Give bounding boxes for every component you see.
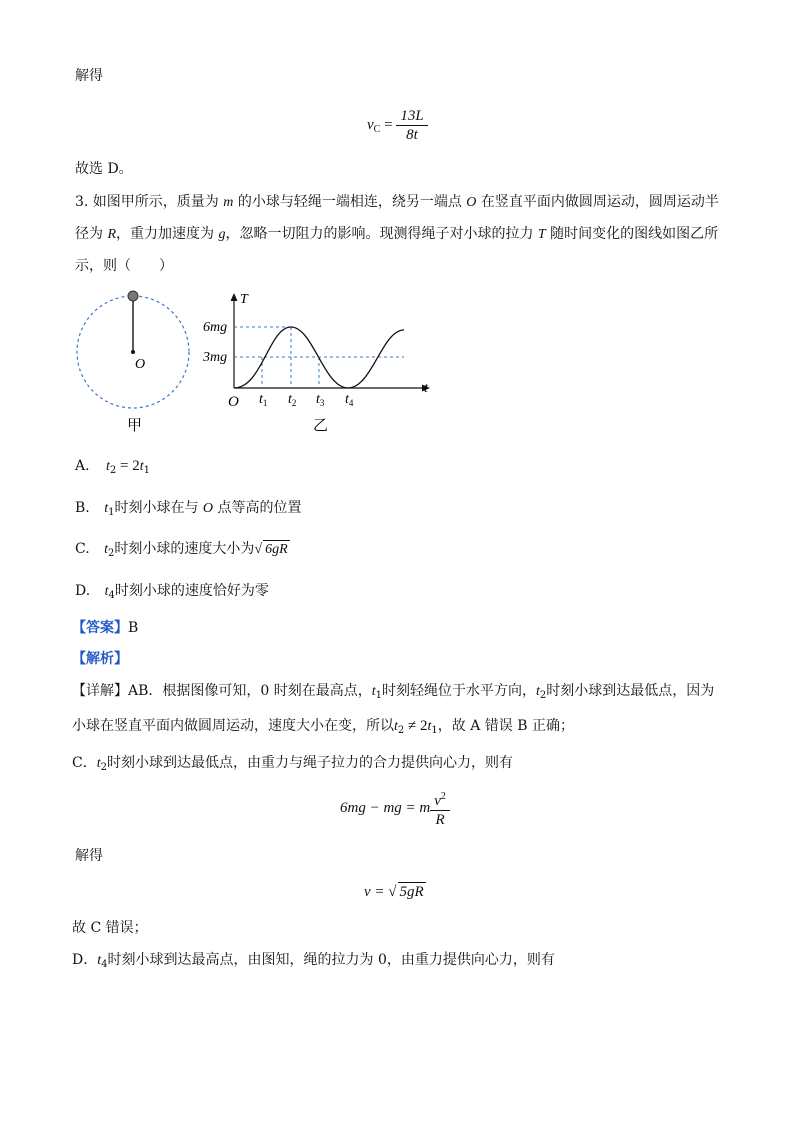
detail-line-2	[72, 716, 574, 741]
yi-tick-t3-sub: 3	[319, 398, 325, 408]
eq2-numerator	[430, 788, 450, 811]
option-d-sub: 4	[108, 590, 115, 601]
d-t: t	[97, 953, 102, 968]
option-d-label: D.	[75, 583, 91, 599]
option-c-label: C.	[75, 541, 90, 557]
eq2-sup: 2	[440, 791, 446, 803]
d-label: D．	[72, 952, 98, 968]
eq1-v: v	[367, 117, 374, 133]
q3-line-1	[75, 192, 719, 213]
detail2-t2: t	[394, 719, 398, 734]
yi-tick-t3	[316, 392, 325, 408]
q3-var-m: m	[223, 195, 234, 210]
text-jiede-2: 解得	[75, 848, 103, 864]
yi-label-T: T	[240, 292, 248, 307]
q3-text-2d: 随时间变化的图线如图乙所	[545, 226, 719, 242]
equation-vc	[367, 106, 428, 149]
option-c-radicand: 6gR	[265, 542, 288, 557]
option-a-eq: = 2	[116, 458, 140, 474]
option-c-t: t	[104, 542, 109, 557]
c-label: C．	[72, 755, 97, 771]
eq3-radicand: 5gR	[399, 884, 424, 900]
option-a-label: A.	[75, 458, 90, 474]
q3-var-O: O	[466, 195, 477, 210]
option-b	[75, 498, 302, 523]
answer-value: B	[128, 620, 139, 636]
c-wrong: 故 C 错误；	[72, 920, 148, 936]
c-text: 时刻小球到达最低点，由重力与绳子拉力的合力提供向心力，则有	[106, 755, 513, 771]
yi-tick-t4-sub: 4	[348, 398, 354, 408]
eq1-fraction	[396, 107, 427, 144]
yi-tick-t2	[288, 392, 296, 408]
yi-label-origin: O	[228, 394, 239, 410]
detail2-t2-sub: 2	[397, 725, 405, 736]
q3-line-2	[75, 224, 718, 245]
yi-tick-t3-t: t	[316, 392, 320, 407]
detail-t1: t	[371, 684, 376, 699]
text-jiede-1: 解得	[75, 68, 103, 84]
detail2-t1: t	[427, 719, 432, 734]
yi-tick-t2-sub: 2	[291, 398, 297, 408]
option-d-text: 时刻小球的速度恰好为零	[114, 583, 269, 599]
q3-text-1c: 在竖直平面内做圆周运动，圆周运动半	[476, 194, 719, 210]
q3-text-2a: 径为	[75, 226, 108, 242]
q3-var-T: T	[537, 227, 546, 242]
jia-center-point	[131, 350, 135, 354]
yi-tick-t1-t: t	[259, 392, 263, 407]
option-b-t: t	[104, 501, 109, 516]
jia-ball	[128, 291, 138, 301]
q3-var-R: R	[107, 227, 117, 242]
option-d	[75, 581, 269, 606]
option-a	[75, 456, 150, 481]
figure-jia	[70, 288, 200, 436]
q3-text-2b: ，重力加速度为	[116, 226, 219, 242]
figure-yi	[198, 286, 438, 436]
option-a-sub2: 2	[109, 465, 117, 476]
q3-line-3: 示，则（ ）	[75, 258, 173, 274]
option-c-text: 时刻小球的速度大小为	[114, 541, 255, 557]
d-text: 时刻小球到达最高点，由图知，绳的拉力为 0，由重力提供向心力，则有	[107, 952, 555, 968]
eq1-denominator: 8t	[406, 127, 418, 144]
analysis-tag	[72, 649, 128, 669]
eq2-v: v	[434, 793, 441, 810]
yi-label-3mg: 3mg	[203, 350, 228, 365]
analysis-tag-text: 【解析】	[72, 651, 128, 667]
detail-text-c: 时刻小球到达最低点，因为	[546, 683, 715, 699]
yi-tick-t1-sub: 1	[262, 398, 268, 408]
option-b-text-b: 点等高的位置	[213, 500, 302, 516]
eq1-sub: C	[373, 124, 381, 135]
eq1-numerator: 13L	[396, 107, 427, 126]
equation-v-result: v = √ 5gR	[364, 884, 424, 900]
eq2-denominator: R	[435, 812, 445, 829]
detail-t2-sub: 2	[539, 690, 547, 701]
option-d-t: t	[104, 584, 109, 599]
yi-caption: 乙	[313, 416, 329, 434]
option-b-sub: 1	[108, 507, 115, 518]
option-b-O: O	[202, 501, 214, 516]
d-t-sub: 4	[101, 959, 108, 970]
detail2-ne: ≠ 2	[404, 718, 428, 734]
c-t: t	[96, 756, 101, 771]
q3-text-2c: ，忽略一切阻力的影响。现测得绳子对小球的拉力	[225, 226, 538, 242]
detail-t2: t	[536, 684, 540, 699]
q3-text-1b: 的小球与轻绳一端相连，绕另一端点	[233, 194, 467, 210]
option-a-t1: t	[139, 459, 144, 474]
detail2-t1-sub: 1	[431, 725, 438, 736]
option-c-sub: 2	[108, 548, 115, 559]
d-line	[72, 950, 555, 975]
yi-tick-t1	[259, 392, 267, 408]
yi-tick-t4	[345, 392, 354, 408]
detail2-text-b: ，故 A 错误 B 正确；	[437, 718, 574, 734]
c-line	[72, 753, 513, 778]
jia-caption: 甲	[127, 416, 143, 434]
option-a-sub1: 1	[143, 465, 151, 476]
detail-text-a: AB．根据图像可知，0 时刻在最高点，	[128, 683, 372, 699]
yi-tick-t4-t: t	[345, 392, 349, 407]
option-b-text-a: 时刻小球在与	[114, 500, 203, 516]
q3-var-g: g	[218, 227, 226, 242]
yi-axis-T-arrow	[231, 293, 238, 301]
detail-text-b: 时刻轻绳位于水平方向，	[382, 683, 537, 699]
yi-tick-t2-t: t	[288, 392, 292, 407]
yi-label-t: t	[424, 381, 428, 396]
detail-tag: 【详解】	[72, 683, 128, 699]
eq1-equals: =	[380, 117, 397, 133]
option-a-t2: t	[106, 459, 110, 474]
eq3-lhs: v =	[364, 884, 389, 900]
equation-centripetal	[340, 786, 450, 830]
c-t-sub: 2	[100, 762, 107, 773]
eq2-fraction	[430, 788, 450, 829]
text-guxuan-d: 故选 D。	[75, 161, 133, 177]
detail-line-1	[72, 681, 714, 706]
eq2-lhs: 6mg − mg = m	[340, 800, 431, 816]
option-b-label: B.	[75, 500, 90, 516]
detail2-text-a: 小球在竖直平面内做圆周运动，速度大小在变，所以	[72, 718, 394, 734]
option-c: C. $t_2$时刻小球的速度大小为√ 6gR	[75, 541, 288, 559]
q3-text-1a: 3. 如图甲所示，质量为	[75, 194, 224, 210]
detail-t1-sub: 1	[375, 690, 383, 701]
jia-label-O: O	[135, 357, 146, 372]
answer-line	[72, 618, 138, 638]
answer-tag: 【答案】	[72, 620, 128, 636]
yi-label-6mg: 6mg	[203, 320, 228, 335]
